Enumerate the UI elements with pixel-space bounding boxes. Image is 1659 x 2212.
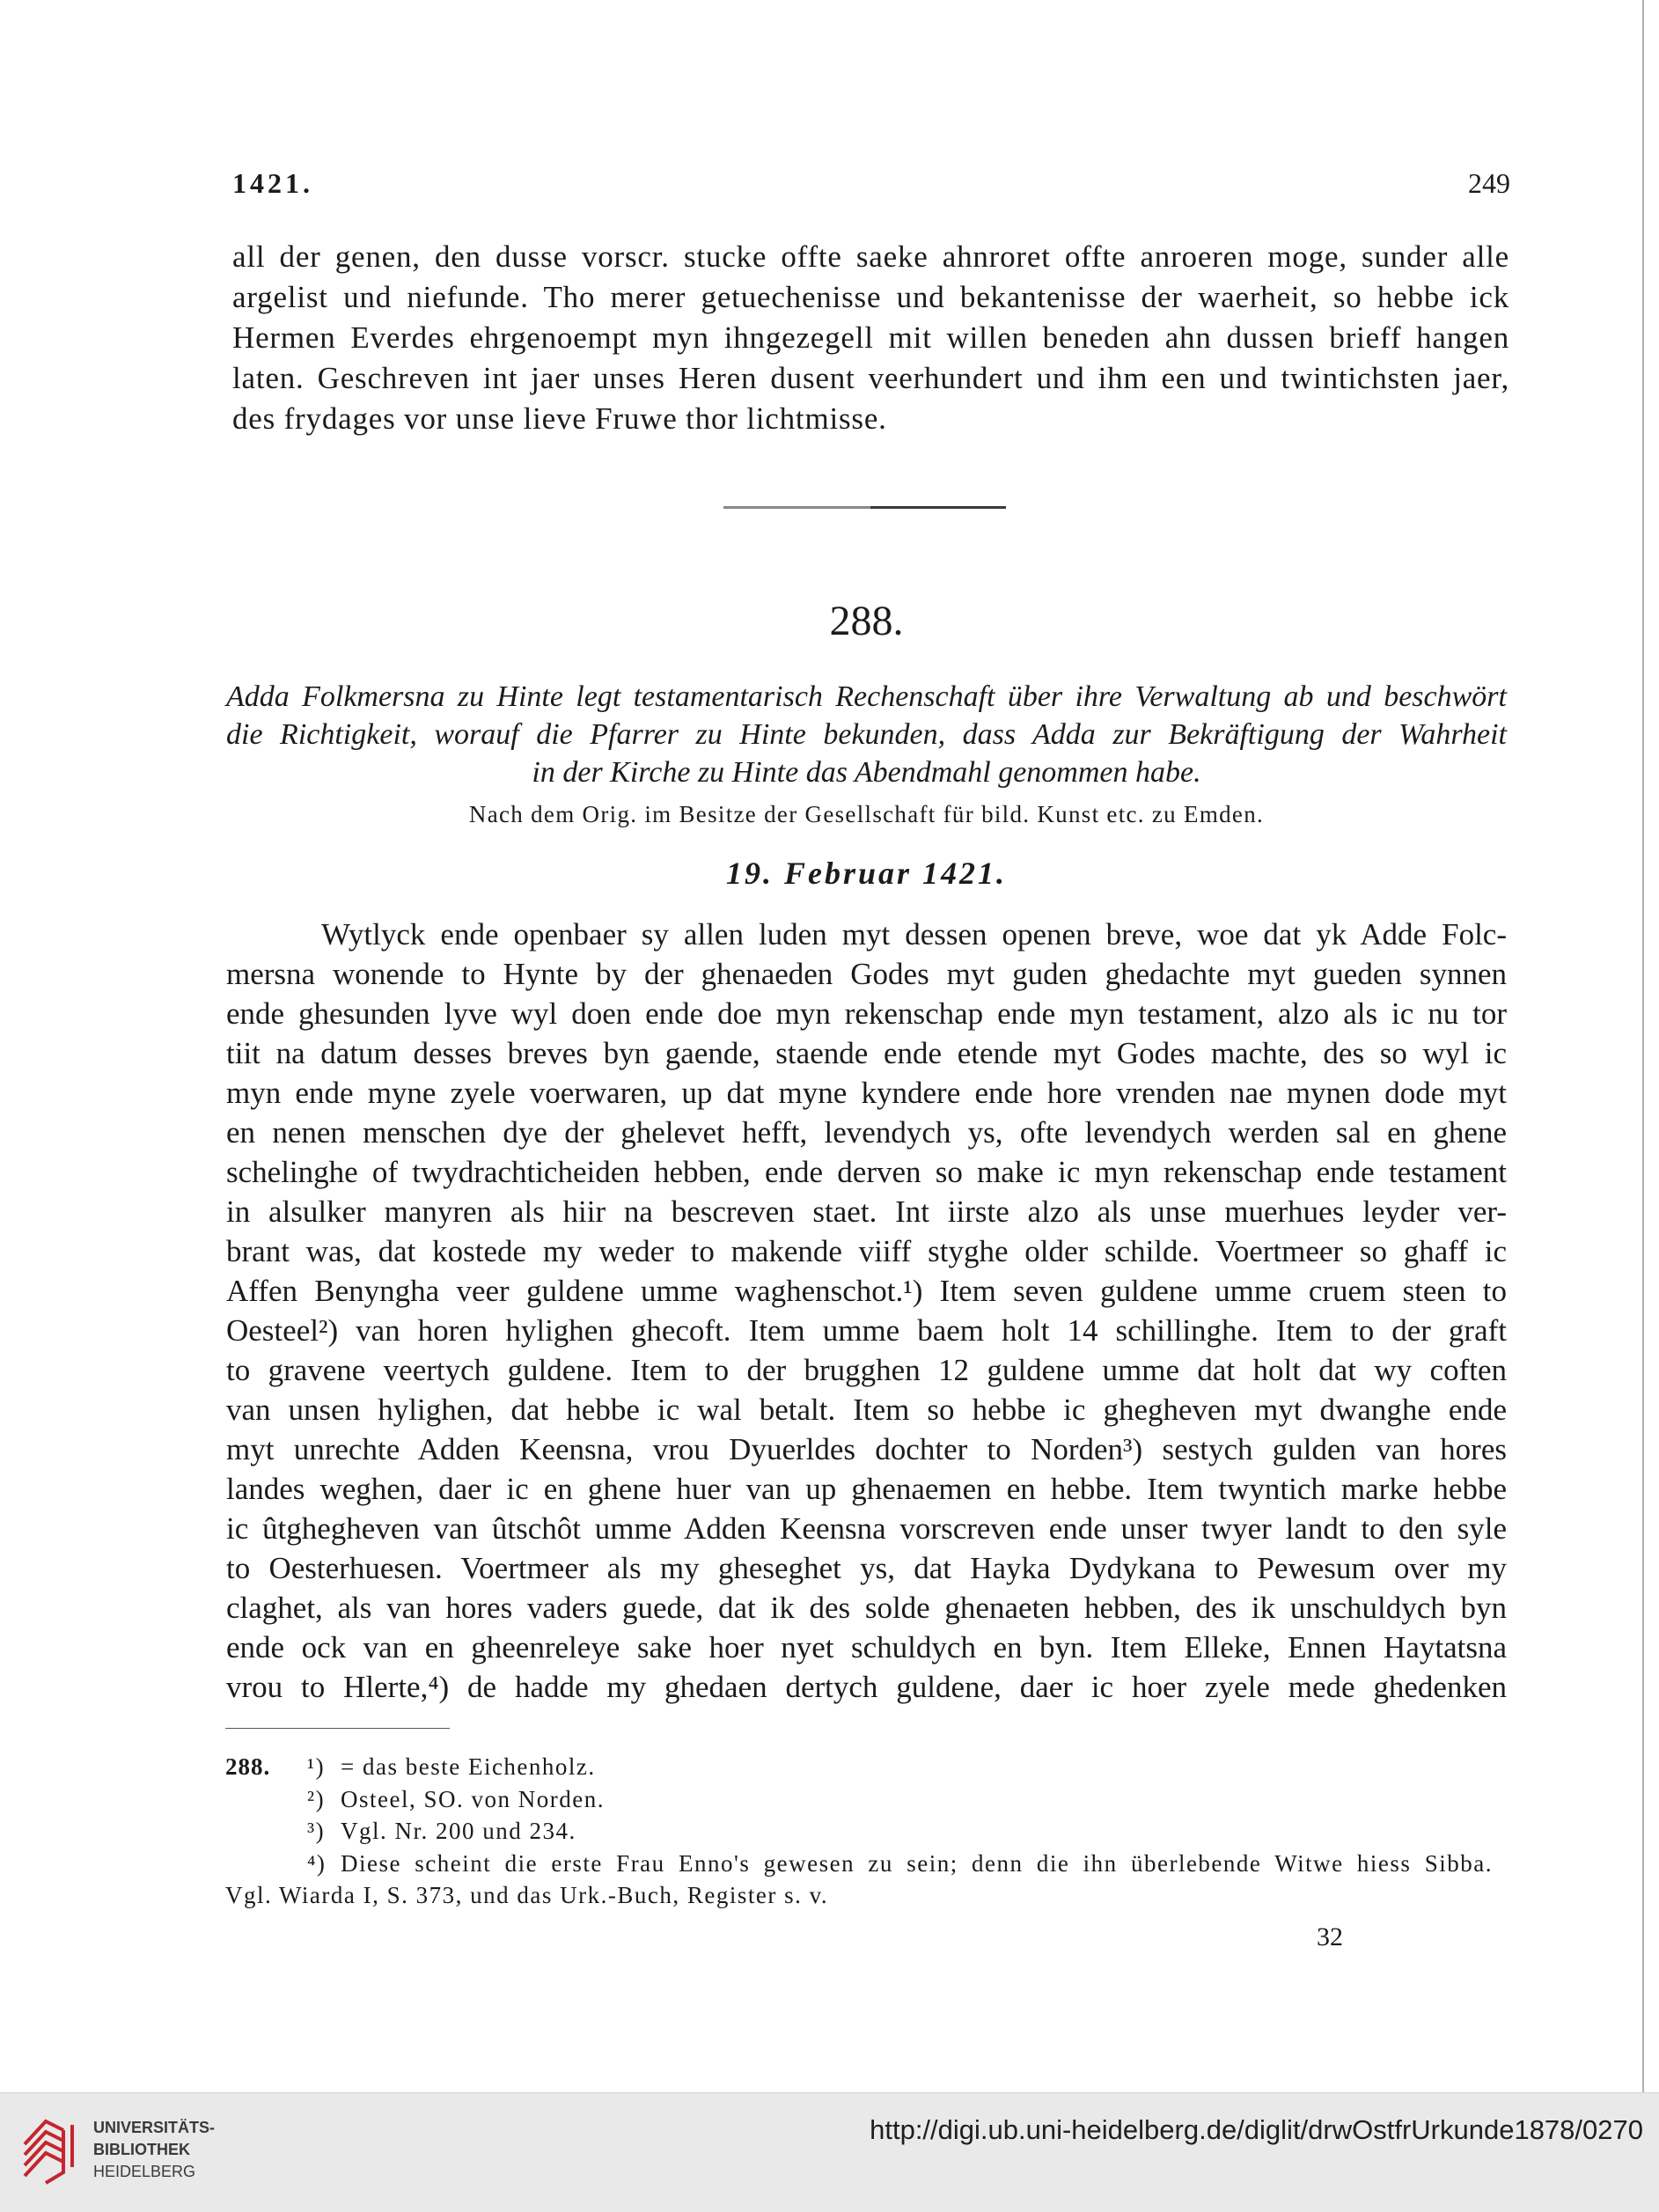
document-separator-rule	[723, 506, 1006, 509]
page-edge	[1642, 0, 1644, 2092]
text-line: landes weghen, daer ic en ghene huer van up ghenaemen en hebbe. Item twyntich marke hebbe	[226, 1472, 1507, 1506]
text-line: tiit na datum desses breves byn gaende, staende ende etende myt Godes machte, des so wyl ic	[226, 1036, 1507, 1070]
text-line: Hermen Everdes ehrgenoempt myn ihngezegell mit willen beneden ahn dussen brieff hangen	[232, 320, 1509, 355]
footnote-marker: ⁴)	[307, 1849, 327, 1877]
text-line: all der genen, den dusse vorscr. stucke offte saeke ahnroret offte anroeren moge, sunder alle	[232, 239, 1509, 274]
text-line: des frydages vor unse lieve Fruwe thor lichtmisse.	[232, 401, 887, 436]
text-line: ende ghesunden lyve wyl doen ende doe myn rekenschap ende myn testament, alzo als ic nu tor	[226, 996, 1507, 1031]
summary-line: Adda Folkmersna zu Hinte legt testamentarisch Rechenschaft über ihre Verwaltung ab und beschwört	[226, 680, 1507, 713]
text-line: myn ende myne zyele voerwaren, up dat myne kyndere ende hore vrenden nae mynen dode myt	[226, 1076, 1507, 1110]
library-name-line: UNIVERSITÄTS-	[93, 2119, 216, 2136]
text-line: laten. Geschreven int jaer unses Heren dusent veerhundert und ihm een und twintichsten jaer,	[232, 361, 1509, 395]
footnote-text: = das beste Eichenholz.	[341, 1753, 596, 1780]
footnote-indent	[225, 1783, 307, 1816]
running-head-year: 1421.	[232, 167, 313, 199]
footnote-marker: ¹)	[307, 1753, 326, 1780]
text-line: in alsulker manyren als hiir na bescreven staet. Int iirste alzo als unse muerhues leyder ver-	[226, 1194, 1507, 1229]
text-line: to Oesterhuesen. Voertmeer als my gheseghet ys, dat Hayka Dydykana to Pewesum over my	[226, 1551, 1507, 1585]
text-line: Affen Benyngha veer guldene umme waghenschot.¹) Item seven guldene umme cruem steen to	[226, 1274, 1507, 1308]
footnote-text: Vgl. Wiarda I, S. 373, und das Urk.-Buch, Register s. v.	[225, 1882, 829, 1908]
footnote-text: Diese scheint die erste Frau Enno's gewesen zu sein; denn die ihn überlebende Witwe hiess Sibba.	[341, 1849, 1493, 1877]
footnote-rule	[225, 1728, 450, 1729]
permalink-url[interactable]: http://digi.ub.uni-heidelberg.de/diglit/drwOstfrUrkunde1878/0270	[870, 2114, 1643, 2145]
document-summary	[226, 678, 1507, 791]
text-line: mersna wonende to Hynte by der ghenaeden Godes myt guden ghedachte myt gueden synnen	[226, 957, 1507, 991]
text-line: ic ûtghegheven van ûtschôt umme Adden Keensna vorscreven ende unser twyer landt to den syle	[226, 1511, 1507, 1546]
text-line: ende ock van en gheenreleye sake hoer nyet schuldych en byn. Item Elleke, Ennen Haytatsna	[226, 1630, 1507, 1665]
text-line: Oesteel²) van horen hylighen ghecoft. Item umme baem holt 14 schillinghe. Item to der graft	[226, 1313, 1507, 1348]
text-line: argelist und niefunde. Tho merer getuechenisse und bekantenisse der waerheit, so hebbe ick	[232, 280, 1509, 314]
footnote-text: Osteel, SO. von Norden.	[341, 1785, 605, 1812]
footnote-indent	[225, 1815, 307, 1848]
footnote	[225, 1751, 1510, 1783]
document-number: 288.	[829, 598, 904, 644]
footnote	[225, 1783, 1510, 1816]
text-line: to gravene veertych guldene. Item to der brugghen 12 guldene umme dat holt dat wy coften	[226, 1353, 1507, 1387]
text-line: van unsen hylighen, dat hebbe ic wal betalt. Item so hebbe ic ghegheven myt dwanghe ende	[226, 1393, 1507, 1427]
footnote-text: Vgl. Nr. 200 und 234.	[341, 1818, 576, 1844]
summary-line: in der Kirche zu Hinte das Abendmahl genommen habe.	[532, 756, 1201, 789]
library-name-line: HEIDELBERG	[93, 2163, 196, 2180]
library-name	[93, 2117, 215, 2183]
footnote-marker: ²)	[307, 1785, 326, 1812]
page-number: 249	[1468, 167, 1510, 199]
footnote-continuation	[225, 1879, 1510, 1912]
ub-heidelberg-logo-icon	[19, 2109, 81, 2185]
text-line: en nenen menschen dye der ghelevet hefft, levendych ys, ofte levendych werden sal en ghene	[226, 1115, 1507, 1150]
footnotes	[225, 1751, 1510, 1912]
text-line: myt unrechte Adden Keensna, vrou Dyuerldes dochter to Norden³) sestych gulden van hores	[226, 1432, 1507, 1466]
text-line: brant was, dat kostede my weder to makende viiff styghe older schilde. Voertmeer so ghaff ic	[226, 1234, 1507, 1268]
signature-mark: 32	[1317, 1922, 1343, 1951]
footnote-document-ref: 288.	[225, 1753, 271, 1780]
text-line: vrou to Hlerte,⁴) de hadde my ghedaen dertych guldene, daer ic hoer zyele mede ghedenken	[226, 1670, 1507, 1704]
text-line: Wytlyck ende openbaer sy allen luden myt dessen openen breve, woe dat yk Adde Folc-	[321, 917, 1507, 952]
document-text	[226, 915, 1507, 1707]
library-footer	[0, 2092, 1659, 2212]
summary-line: die Richtigkeit, worauf die Pfarrer zu Hinte bekunden, dass Adda zur Bekräftigung der Wahrheit	[226, 718, 1507, 751]
library-name-line: BIBLIOTHEK	[93, 2141, 190, 2158]
footnote	[225, 1815, 1510, 1848]
document-date: 19. Februar 1421.	[725, 856, 1008, 891]
footnote-marker: ³)	[307, 1818, 326, 1844]
previous-document-text	[232, 237, 1509, 439]
source-note: Nach dem Orig. im Besitze der Gesellschaft für bild. Kunst etc. zu Emden.	[468, 801, 1265, 827]
text-line: schelinghe of twydrachticheiden hebben, ende derven so make ic myn rekenschap ende testament	[226, 1155, 1507, 1189]
footnote-indent	[225, 1848, 307, 1880]
footnote	[225, 1848, 1510, 1880]
text-line: claghet, als van hores vaders guede, dat ik des solde ghenaeten hebben, des ik unschuldych byn	[226, 1591, 1507, 1625]
